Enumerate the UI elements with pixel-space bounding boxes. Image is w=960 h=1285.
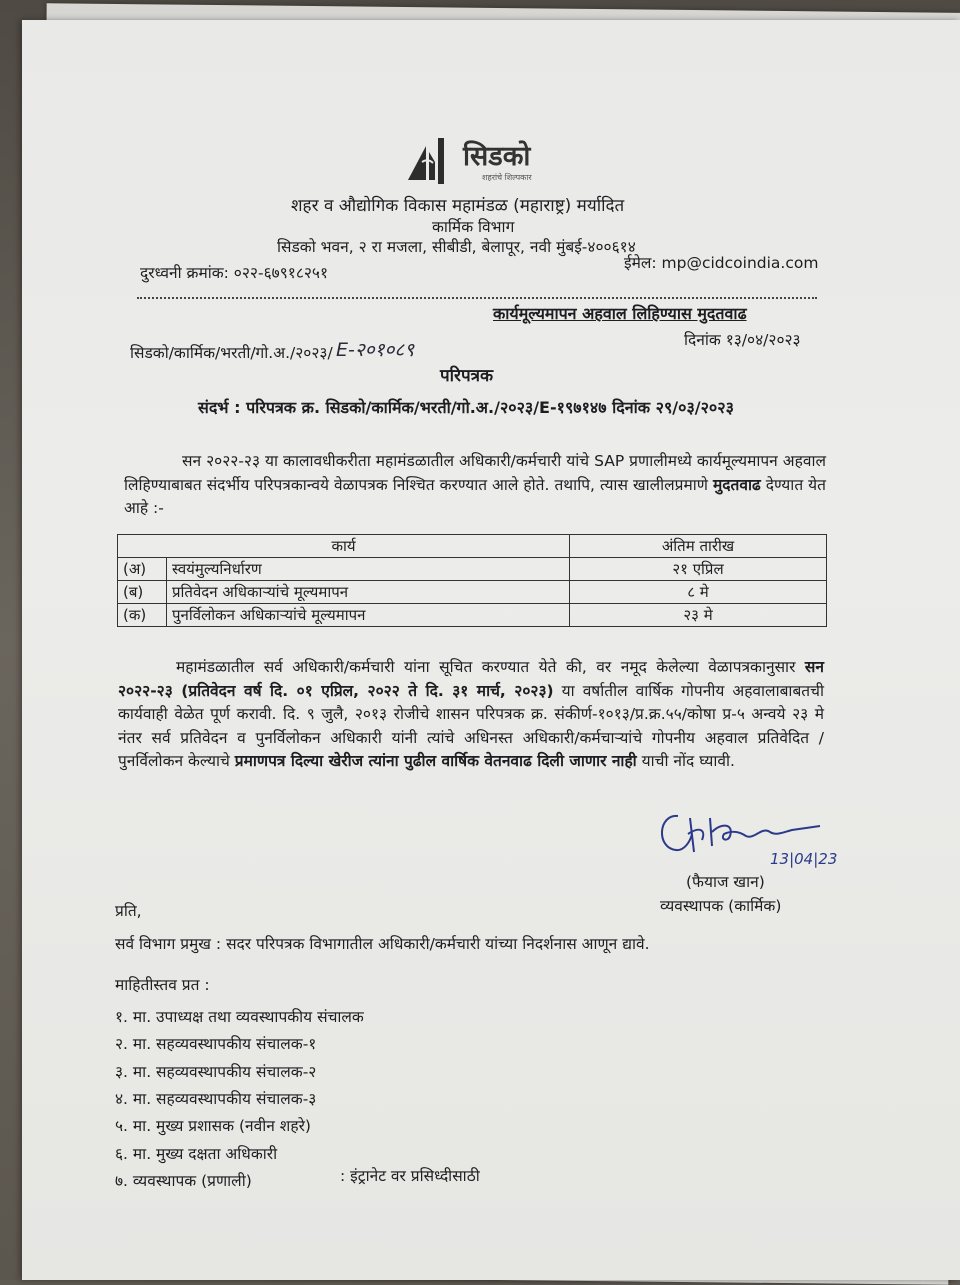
intro-tail-text: देण्यात येत आहे :- [124, 475, 826, 517]
organization-name: शहर व औद्योगिक विकास महामंडळ (महाराष्ट्र) मर्यादित [291, 196, 625, 216]
intranet-note: : इंट्रानेट वर प्रसिध्दीसाठी [340, 1167, 480, 1185]
row-deadline: २१ एप्रिल [570, 558, 827, 581]
instruction-text-2: या वर्षातील वार्षिक गोपनीय अहवालाबाबतची कार्यवाही वेळेत पूर्ण करावी. दि. ९ जुलै, २०१३ रोजीचे शासन परिपत्रक क्र. संकीर्ण-१०१३/प्र.क्र.५५/कोषा प्र-५ अन्वये २३ मे नंतर सर्व प्रतिवेदन व पुनर्विलोकन अधिकारी यांनी त्यांचे अधिनस्त अधिकारी/कर्मचाऱ्यांचे गोपनीय अहवाल प्रतिवेदित / पुनर्विलोकन केल्याचे [118, 681, 824, 770]
signatory-designation: व्यवस्थापक (कार्मिक) [660, 897, 782, 915]
row-deadline: ८ मे [570, 581, 827, 604]
signatory-name: (फैयाज खान) [686, 873, 765, 891]
intro-paragraph [124, 450, 826, 521]
row-task: पुनर्विलोकन अधिकाऱ्यांचे मूल्यमापन [167, 604, 570, 627]
row-code: (क) [118, 604, 167, 627]
reference-line: संदर्भ : परिपत्रक क्र. सिडको/कार्मिक/भरती/गो.अ./२०२३/E-१९७१४७ दिनांक २९/०३/२०२३ [198, 398, 734, 417]
list-item: २. मा. सहव्यवस्थापकीय संचालक-१ [115, 1035, 317, 1053]
circular-date: दिनांक १३/०४/२०२३ [684, 331, 801, 349]
signature-date: 13|04|23 [770, 850, 838, 868]
list-item: ५. मा. मुख्य प्रशासक (नवीन शहरे) [115, 1117, 311, 1135]
intro-text: सन २०२२-२३ या कालावधीकरीता महामंडळातील अधिकारी/कर्मचारी यांचे SAP प्रणालीमध्ये कार्यमूल्यमापन अहवाल लिहिण्याबाबत संदर्भीय परिपत्रकान्वये वेळापत्रक निश्चित करण्यात आले होते. तथापि, त्यास खालीलप्रमाणे [124, 452, 826, 494]
instruction-text-3: याची नोंद घ्यावी. [641, 752, 735, 770]
list-item: ४. मा. सहव्यवस्थापकीय संचालक-३ [115, 1090, 317, 1108]
circular-title: परिपत्रक [440, 366, 494, 386]
row-task: स्वयंमुल्यनिर्धारण [167, 558, 570, 581]
list-item: ६. मा. मुख्य दक्षता अधिकारी [115, 1145, 278, 1163]
email-line: ईमेल: mp@cidcoindia.com [624, 254, 819, 272]
list-item: ७. व्यवस्थापक (प्रणाली) [115, 1172, 252, 1190]
logo-wordmark: सिडको [463, 141, 531, 172]
list-item: ३. मा. सहव्यवस्थापकीय संचालक-२ [115, 1063, 317, 1081]
phone-line: दुरध्वनी क्रमांक: ०२२-६७९१८२५१ [140, 264, 329, 282]
addressee-label: प्रति, [115, 902, 142, 920]
instruction-bold-2: प्रमाणपत्र दिल्या खेरीज त्यांना पुढील वार्षिक वेतनवाढ दिली जाणार नाही [234, 752, 637, 770]
subject-heading: कार्यमूल्यमापन अहवाल लिहिण्यास मुदतवाढ [493, 304, 747, 323]
row-deadline: २३ मे [570, 604, 827, 627]
column-header-deadline: अंतिम तारीख [570, 535, 827, 558]
row-code: (अ) [118, 558, 167, 581]
office-address: सिडको भवन, २ रा मजला, सीबीडी, बेलापूर, नवी मुंबई-४००६१४ [277, 238, 636, 256]
list-item: १. मा. उपाध्यक्ष तथा व्यवस्थापकीय संचालक [115, 1008, 364, 1026]
instruction-bold-1: सन २०२२-२३ (प्रतिवेदन वर्ष दि. ०१ एप्रिल, २०२२ ते दि. ३१ मार्च, २०२३) [118, 658, 824, 700]
deadline-table [117, 534, 827, 627]
instruction-text-1: महामंडळातील सर्व अधिकारी/कर्मचारी यांना सूचित करण्यात येते की, वर नमूद केलेल्या वेळापत्रकानुसार [176, 658, 796, 676]
logo-tagline: शहरांचे शिल्पकार [482, 173, 532, 182]
intro-bold-text: मुदतवाढ [713, 475, 761, 494]
column-header-task: कार्य [118, 535, 570, 558]
reference-number: सिडको/कार्मिक/भरती/गो.अ./२०२३/ [130, 344, 333, 362]
all-heads-line: सर्व विभाग प्रमुख : सदर परिपत्रक विभागातील अधिकारी/कर्मचारी यांच्या निदर्शनास आणून द्यावे. [115, 935, 650, 953]
header-divider [137, 297, 817, 299]
instruction-paragraph [118, 656, 824, 774]
table-row [118, 604, 827, 627]
table-row [118, 581, 827, 604]
info-copy-heading: माहितीस्तव प्रत : [115, 976, 210, 994]
reference-number-handwritten: E-२०१०८९ [336, 339, 415, 361]
table-row [118, 558, 827, 581]
cidco-logo-icon [402, 136, 460, 188]
department-name: कार्मिक विभाग [432, 218, 515, 236]
row-code: (ब) [118, 581, 167, 604]
row-task: प्रतिवेदन अधिकाऱ्यांचे मूल्यमापन [167, 581, 570, 604]
table-header-row [118, 535, 827, 558]
